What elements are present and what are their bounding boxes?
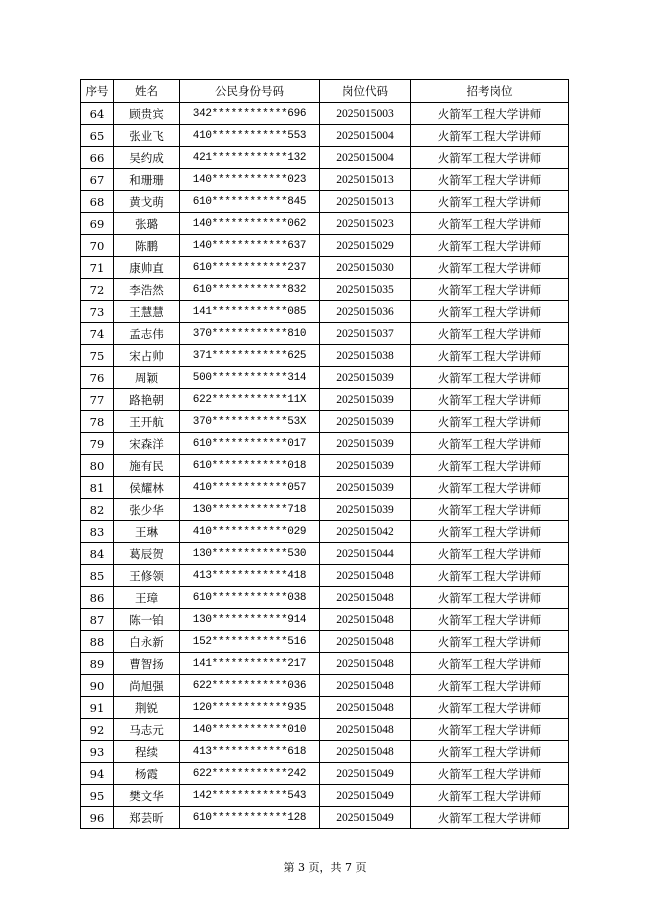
seq-cell: 69 <box>81 213 114 235</box>
table-row <box>81 455 569 477</box>
seq-cell: 92 <box>81 719 114 741</box>
name-cell: 程续 <box>114 741 180 763</box>
id-number-cell: 370************53X <box>180 411 320 433</box>
table-row <box>81 499 569 521</box>
header-seq: 序号 <box>81 80 114 103</box>
id-number-cell: 500************314 <box>180 367 320 389</box>
post-title-cell: 火箭军工程大学讲师 <box>411 565 569 587</box>
table-row <box>81 543 569 565</box>
name-cell: 孟志伟 <box>114 323 180 345</box>
post-code-cell: 2025015048 <box>320 587 411 609</box>
table-row <box>81 697 569 719</box>
post-code-cell: 2025015039 <box>320 499 411 521</box>
seq-cell: 94 <box>81 763 114 785</box>
post-title-cell: 火箭军工程大学讲师 <box>411 697 569 719</box>
post-code-cell: 2025015030 <box>320 257 411 279</box>
name-cell: 尚旭强 <box>114 675 180 697</box>
post-code-cell: 2025015049 <box>320 763 411 785</box>
post-title-cell: 火箭军工程大学讲师 <box>411 345 569 367</box>
id-number-cell: 413************618 <box>180 741 320 763</box>
table-row <box>81 103 569 125</box>
post-title-cell: 火箭军工程大学讲师 <box>411 499 569 521</box>
id-number-cell: 622************11X <box>180 389 320 411</box>
post-code-cell: 2025015048 <box>320 609 411 631</box>
seq-cell: 79 <box>81 433 114 455</box>
post-title-cell: 火箭军工程大学讲师 <box>411 631 569 653</box>
post-title-cell: 火箭军工程大学讲师 <box>411 235 569 257</box>
post-code-cell: 2025015029 <box>320 235 411 257</box>
seq-cell: 91 <box>81 697 114 719</box>
table-row <box>81 323 569 345</box>
post-title-cell: 火箭军工程大学讲师 <box>411 213 569 235</box>
table-row <box>81 631 569 653</box>
id-number-cell: 141************217 <box>180 653 320 675</box>
seq-cell: 65 <box>81 125 114 147</box>
id-number-cell: 370************810 <box>180 323 320 345</box>
seq-cell: 71 <box>81 257 114 279</box>
header-post-code: 岗位代码 <box>320 80 411 103</box>
name-cell: 周颖 <box>114 367 180 389</box>
post-title-cell: 火箭军工程大学讲师 <box>411 477 569 499</box>
table-row <box>81 653 569 675</box>
table-row <box>81 565 569 587</box>
table-row <box>81 147 569 169</box>
seq-cell: 83 <box>81 521 114 543</box>
seq-cell: 88 <box>81 631 114 653</box>
table-row <box>81 301 569 323</box>
id-number-cell: 140************637 <box>180 235 320 257</box>
post-code-cell: 2025015048 <box>320 653 411 675</box>
page-footer: 第 3 页，共 7 页 <box>283 861 367 874</box>
post-title-cell: 火箭军工程大学讲师 <box>411 521 569 543</box>
id-number-cell: 421************132 <box>180 147 320 169</box>
header-id-number: 公民身份号码 <box>180 80 320 103</box>
name-cell: 白永新 <box>114 631 180 653</box>
post-code-cell: 2025015048 <box>320 741 411 763</box>
name-cell: 王修领 <box>114 565 180 587</box>
post-code-cell: 2025015048 <box>320 675 411 697</box>
post-code-cell: 2025015048 <box>320 719 411 741</box>
post-code-cell: 2025015013 <box>320 191 411 213</box>
id-number-cell: 413************418 <box>180 565 320 587</box>
post-code-cell: 2025015036 <box>320 301 411 323</box>
id-number-cell: 130************718 <box>180 499 320 521</box>
table-row <box>81 389 569 411</box>
post-title-cell: 火箭军工程大学讲师 <box>411 653 569 675</box>
name-cell: 陈一铂 <box>114 609 180 631</box>
name-cell: 宋森洋 <box>114 433 180 455</box>
seq-cell: 67 <box>81 169 114 191</box>
name-cell: 王琳 <box>114 521 180 543</box>
post-title-cell: 火箭军工程大学讲师 <box>411 301 569 323</box>
post-code-cell: 2025015039 <box>320 411 411 433</box>
candidate-table <box>80 79 569 829</box>
post-title-cell: 火箭军工程大学讲师 <box>411 543 569 565</box>
id-number-cell: 152************516 <box>180 631 320 653</box>
seq-cell: 81 <box>81 477 114 499</box>
table-row <box>81 345 569 367</box>
table-row <box>81 279 569 301</box>
post-title-cell: 火箭军工程大学讲师 <box>411 455 569 477</box>
post-title-cell: 火箭军工程大学讲师 <box>411 675 569 697</box>
seq-cell: 75 <box>81 345 114 367</box>
seq-cell: 76 <box>81 367 114 389</box>
post-title-cell: 火箭军工程大学讲师 <box>411 433 569 455</box>
header-name: 姓名 <box>114 80 180 103</box>
name-cell: 李浩然 <box>114 279 180 301</box>
id-number-cell: 622************036 <box>180 675 320 697</box>
table-body <box>81 103 569 829</box>
post-title-cell: 火箭军工程大学讲师 <box>411 807 569 829</box>
seq-cell: 70 <box>81 235 114 257</box>
id-number-cell: 140************062 <box>180 213 320 235</box>
table-row <box>81 763 569 785</box>
post-title-cell: 火箭军工程大学讲师 <box>411 169 569 191</box>
post-title-cell: 火箭军工程大学讲师 <box>411 411 569 433</box>
id-number-cell: 610************018 <box>180 455 320 477</box>
post-code-cell: 2025015004 <box>320 125 411 147</box>
table-row <box>81 587 569 609</box>
seq-cell: 95 <box>81 785 114 807</box>
post-title-cell: 火箭军工程大学讲师 <box>411 719 569 741</box>
name-cell: 顾贵宾 <box>114 103 180 125</box>
seq-cell: 66 <box>81 147 114 169</box>
post-code-cell: 2025015044 <box>320 543 411 565</box>
id-number-cell: 371************625 <box>180 345 320 367</box>
id-number-cell: 610************017 <box>180 433 320 455</box>
seq-cell: 72 <box>81 279 114 301</box>
name-cell: 杨霞 <box>114 763 180 785</box>
post-code-cell: 2025015048 <box>320 565 411 587</box>
post-code-cell: 2025015049 <box>320 785 411 807</box>
table-row <box>81 169 569 191</box>
seq-cell: 73 <box>81 301 114 323</box>
header-post-title: 招考岗位 <box>411 80 569 103</box>
seq-cell: 77 <box>81 389 114 411</box>
post-code-cell: 2025015048 <box>320 697 411 719</box>
id-number-cell: 140************010 <box>180 719 320 741</box>
id-number-cell: 130************914 <box>180 609 320 631</box>
post-title-cell: 火箭军工程大学讲师 <box>411 147 569 169</box>
id-number-cell: 610************038 <box>180 587 320 609</box>
seq-cell: 74 <box>81 323 114 345</box>
header-row <box>81 80 569 103</box>
seq-cell: 89 <box>81 653 114 675</box>
id-number-cell: 140************023 <box>180 169 320 191</box>
post-code-cell: 2025015039 <box>320 433 411 455</box>
seq-cell: 93 <box>81 741 114 763</box>
post-code-cell: 2025015023 <box>320 213 411 235</box>
name-cell: 侯耀林 <box>114 477 180 499</box>
seq-cell: 80 <box>81 455 114 477</box>
name-cell: 宋占帅 <box>114 345 180 367</box>
name-cell: 张少华 <box>114 499 180 521</box>
name-cell: 路艳朝 <box>114 389 180 411</box>
table-row <box>81 411 569 433</box>
table-row <box>81 477 569 499</box>
seq-cell: 78 <box>81 411 114 433</box>
id-number-cell: 120************935 <box>180 697 320 719</box>
id-number-cell: 610************237 <box>180 257 320 279</box>
name-cell: 吴约成 <box>114 147 180 169</box>
seq-cell: 90 <box>81 675 114 697</box>
id-number-cell: 410************057 <box>180 477 320 499</box>
name-cell: 荆锐 <box>114 697 180 719</box>
name-cell: 王开航 <box>114 411 180 433</box>
table-row <box>81 521 569 543</box>
post-code-cell: 2025015039 <box>320 389 411 411</box>
table-header <box>81 80 569 103</box>
id-number-cell: 610************845 <box>180 191 320 213</box>
post-code-cell: 2025015004 <box>320 147 411 169</box>
post-title-cell: 火箭军工程大学讲师 <box>411 279 569 301</box>
seq-cell: 68 <box>81 191 114 213</box>
post-title-cell: 火箭军工程大学讲师 <box>411 103 569 125</box>
post-code-cell: 2025015049 <box>320 807 411 829</box>
seq-cell: 84 <box>81 543 114 565</box>
name-cell: 樊文华 <box>114 785 180 807</box>
table-row <box>81 807 569 829</box>
seq-cell: 86 <box>81 587 114 609</box>
seq-cell: 64 <box>81 103 114 125</box>
id-number-cell: 142************543 <box>180 785 320 807</box>
id-number-cell: 622************242 <box>180 763 320 785</box>
post-title-cell: 火箭军工程大学讲师 <box>411 389 569 411</box>
table-row <box>81 719 569 741</box>
id-number-cell: 610************128 <box>180 807 320 829</box>
name-cell: 王慧慧 <box>114 301 180 323</box>
post-title-cell: 火箭军工程大学讲师 <box>411 609 569 631</box>
table-row <box>81 213 569 235</box>
post-title-cell: 火箭军工程大学讲师 <box>411 125 569 147</box>
name-cell: 黄戈萌 <box>114 191 180 213</box>
id-number-cell: 130************530 <box>180 543 320 565</box>
post-title-cell: 火箭军工程大学讲师 <box>411 367 569 389</box>
seq-cell: 87 <box>81 609 114 631</box>
table-row <box>81 675 569 697</box>
table-row <box>81 433 569 455</box>
id-number-cell: 141************085 <box>180 301 320 323</box>
post-code-cell: 2025015039 <box>320 477 411 499</box>
post-title-cell: 火箭军工程大学讲师 <box>411 763 569 785</box>
post-title-cell: 火箭军工程大学讲师 <box>411 741 569 763</box>
post-title-cell: 火箭军工程大学讲师 <box>411 257 569 279</box>
table-row <box>81 125 569 147</box>
post-code-cell: 2025015039 <box>320 455 411 477</box>
table-row <box>81 257 569 279</box>
name-cell: 马志元 <box>114 719 180 741</box>
id-number-cell: 610************832 <box>180 279 320 301</box>
name-cell: 郑芸昕 <box>114 807 180 829</box>
post-code-cell: 2025015039 <box>320 367 411 389</box>
id-number-cell: 410************553 <box>180 125 320 147</box>
seq-cell: 85 <box>81 565 114 587</box>
name-cell: 和珊珊 <box>114 169 180 191</box>
name-cell: 施有民 <box>114 455 180 477</box>
name-cell: 曹智扬 <box>114 653 180 675</box>
table-row <box>81 235 569 257</box>
table-row <box>81 191 569 213</box>
post-code-cell: 2025015013 <box>320 169 411 191</box>
post-title-cell: 火箭军工程大学讲师 <box>411 587 569 609</box>
post-title-cell: 火箭军工程大学讲师 <box>411 191 569 213</box>
post-code-cell: 2025015003 <box>320 103 411 125</box>
seq-cell: 82 <box>81 499 114 521</box>
post-code-cell: 2025015042 <box>320 521 411 543</box>
id-number-cell: 410************029 <box>180 521 320 543</box>
post-code-cell: 2025015035 <box>320 279 411 301</box>
name-cell: 张业飞 <box>114 125 180 147</box>
name-cell: 葛辰贺 <box>114 543 180 565</box>
name-cell: 王璋 <box>114 587 180 609</box>
post-title-cell: 火箭军工程大学讲师 <box>411 785 569 807</box>
name-cell: 康帅直 <box>114 257 180 279</box>
post-code-cell: 2025015038 <box>320 345 411 367</box>
table-row <box>81 609 569 631</box>
name-cell: 陈鹏 <box>114 235 180 257</box>
post-code-cell: 2025015048 <box>320 631 411 653</box>
table-row <box>81 741 569 763</box>
id-number-cell: 342************696 <box>180 103 320 125</box>
table-row <box>81 785 569 807</box>
post-title-cell: 火箭军工程大学讲师 <box>411 323 569 345</box>
name-cell: 张璐 <box>114 213 180 235</box>
seq-cell: 96 <box>81 807 114 829</box>
post-code-cell: 2025015037 <box>320 323 411 345</box>
table-row <box>81 367 569 389</box>
